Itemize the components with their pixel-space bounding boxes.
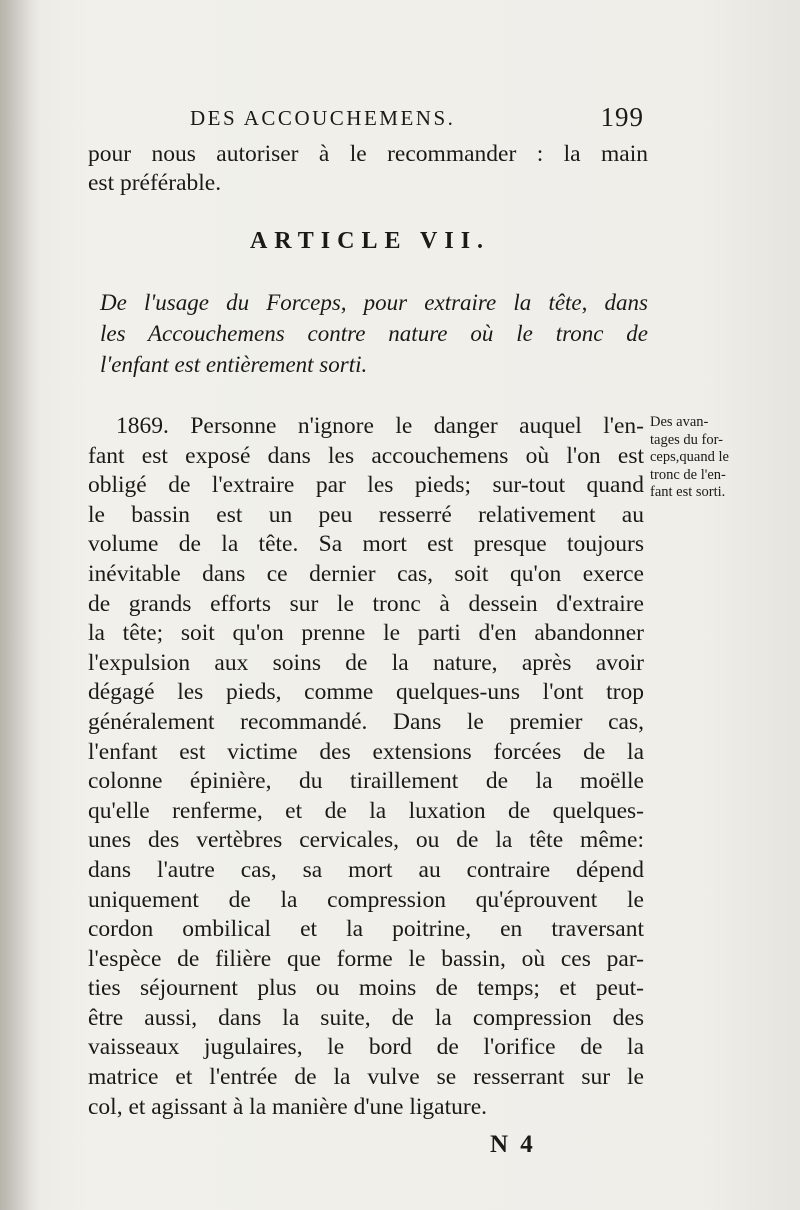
paragraph-1869: [88, 412, 644, 1122]
page-number: 199: [600, 102, 644, 132]
paragraph-line: volume de la tête. Sa mort est presque toujours: [88, 531, 644, 558]
running-title: DES ACCOUCHEMENS.: [190, 106, 456, 130]
paragraph-line: unes des vertèbres cervicales, ou de la tête même:: [88, 827, 644, 854]
paragraph-line: la tête; soit qu'on prenne le parti d'en abandonner: [88, 620, 644, 647]
paragraph-line: le bassin est un peu resserré relativement au: [88, 501, 644, 528]
paragraph-line: vaisseaux jugulaires, le bord de l'orifice de la: [88, 1034, 644, 1061]
text-line: est préférable.: [88, 170, 222, 197]
marginal-note: [650, 414, 760, 502]
marginal-line: tronc de l'en-: [650, 466, 726, 483]
paragraph-line: inévitable dans ce dernier cas, soit qu'on exerce: [88, 560, 644, 587]
paragraph-line: matrice et l'entrée de la vulve se resserrant sur le: [88, 1064, 644, 1091]
signature-mark: N 4: [490, 1131, 536, 1158]
subtitle-line: les Accouchemens contre nature où le tronc de: [100, 321, 648, 346]
subtitle-line: De l'usage du Forceps, pour extraire la tête, dans: [100, 290, 648, 315]
paragraph-line: uniquement de la compression qu'éprouvent le: [88, 886, 644, 913]
article-subtitle: [100, 287, 648, 380]
paragraph-line: col, et agissant à la manière d'une ligature.: [88, 1093, 488, 1120]
paragraph-line: 1869. Personne n'ignore le danger auquel l'en-: [116, 413, 644, 439]
paragraph-line: obligé de l'extraire par les pieds; sur-tout quand: [88, 472, 644, 499]
text-line: pour nous autoriser à le recommander : la main: [88, 141, 648, 167]
marginal-line: Des avan-: [650, 414, 709, 430]
paragraph-line: qu'elle renferme, et de la luxation de quelques-: [88, 797, 644, 824]
paragraph-line: dans l'autre cas, sa mort au contraire dépend: [88, 856, 644, 883]
gutter-shadow: [0, 0, 40, 1210]
subtitle-line: l'enfant est entièrement sorti.: [100, 352, 368, 377]
marginal-line: ceps,quand le: [650, 449, 729, 465]
paragraph-line: l'espèce de filière que forme le bassin, où ces par-: [88, 945, 644, 972]
paragraph-line: de grands efforts sur le tronc à dessein d'extraire: [88, 590, 644, 617]
paragraph-line: l'expulsion aux soins de la nature, après avoir: [88, 649, 644, 676]
paragraph-line: fant est exposé dans les accouchemens où l'on est: [88, 442, 644, 469]
marginal-line: tages du for-: [650, 431, 723, 448]
paragraph-line: dégagé les pieds, comme quelques-uns l'ont trop: [88, 679, 644, 706]
paragraph-line: généralement recommandé. Dans le premier cas,: [88, 708, 644, 735]
marginal-line: fant est sorti.: [650, 484, 726, 500]
article-heading: ARTICLE VII.: [249, 228, 491, 254]
paragraph-line: cordon ombilical et la poitrine, en traversant: [88, 916, 644, 943]
carry-over-text: [88, 140, 648, 198]
paragraph-line: être aussi, dans la suite, de la compression des: [88, 1004, 644, 1031]
paragraph-line: l'enfant est victime des extensions forcées de la: [88, 738, 644, 765]
running-head: [180, 102, 650, 136]
paragraph-line: ties séjournent plus ou moins de temps; et peut-: [88, 975, 644, 1002]
paragraph-line: colonne épinière, du tiraillement de la moëlle: [88, 768, 644, 795]
